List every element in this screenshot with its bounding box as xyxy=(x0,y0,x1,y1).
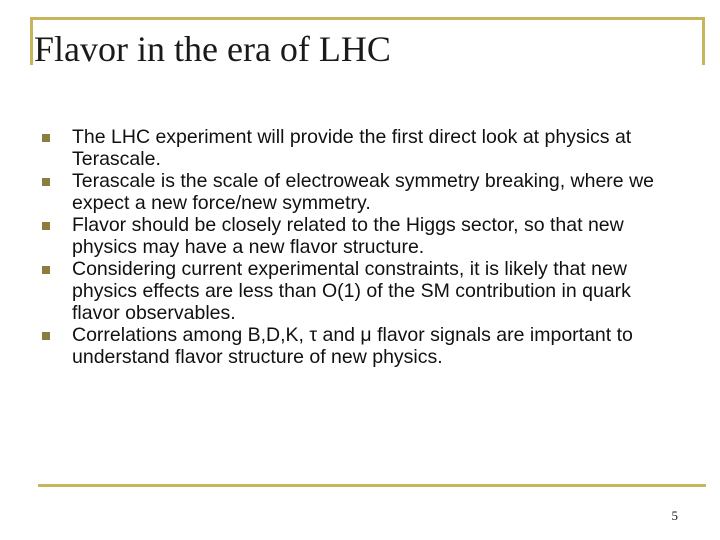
bullet-text: Considering current experimental constraints, it is likely that new physics effects are less than O(1) of the SM contribution in quark flavor observables. xyxy=(72,258,631,324)
bullet-text: Correlations among B,D,K, τ and μ flavor signals are important to understand flavor structure of new physics. xyxy=(72,324,633,368)
bullet-item xyxy=(40,324,670,368)
square-bullet-icon xyxy=(42,178,50,186)
square-bullet-icon xyxy=(42,134,50,142)
page-number: 5 xyxy=(671,508,678,523)
square-bullet-icon xyxy=(42,266,50,274)
footer-rule xyxy=(38,484,706,487)
square-bullet-icon xyxy=(42,332,50,340)
bullet-item xyxy=(40,126,670,170)
bullet-text: The LHC experiment will provide the first direct look at physics at Terascale. xyxy=(72,126,632,170)
bullet-item xyxy=(40,214,670,258)
title-frame-right-rule xyxy=(702,17,705,65)
square-bullet-icon xyxy=(42,222,50,230)
bullet-list xyxy=(40,126,670,368)
bullet-item xyxy=(40,170,670,214)
title-frame-left-rule xyxy=(30,17,33,65)
bullet-item xyxy=(40,258,670,324)
title-frame-top-rule xyxy=(30,17,705,20)
slide-title: Flavor in the era of LHC xyxy=(34,29,391,69)
bullet-text: Flavor should be closely related to the Higgs sector, so that new physics may have a new flavor structure. xyxy=(72,214,624,258)
bullet-text: Terascale is the scale of electroweak symmetry breaking, where we expect a new force/new symmetry. xyxy=(72,170,654,214)
